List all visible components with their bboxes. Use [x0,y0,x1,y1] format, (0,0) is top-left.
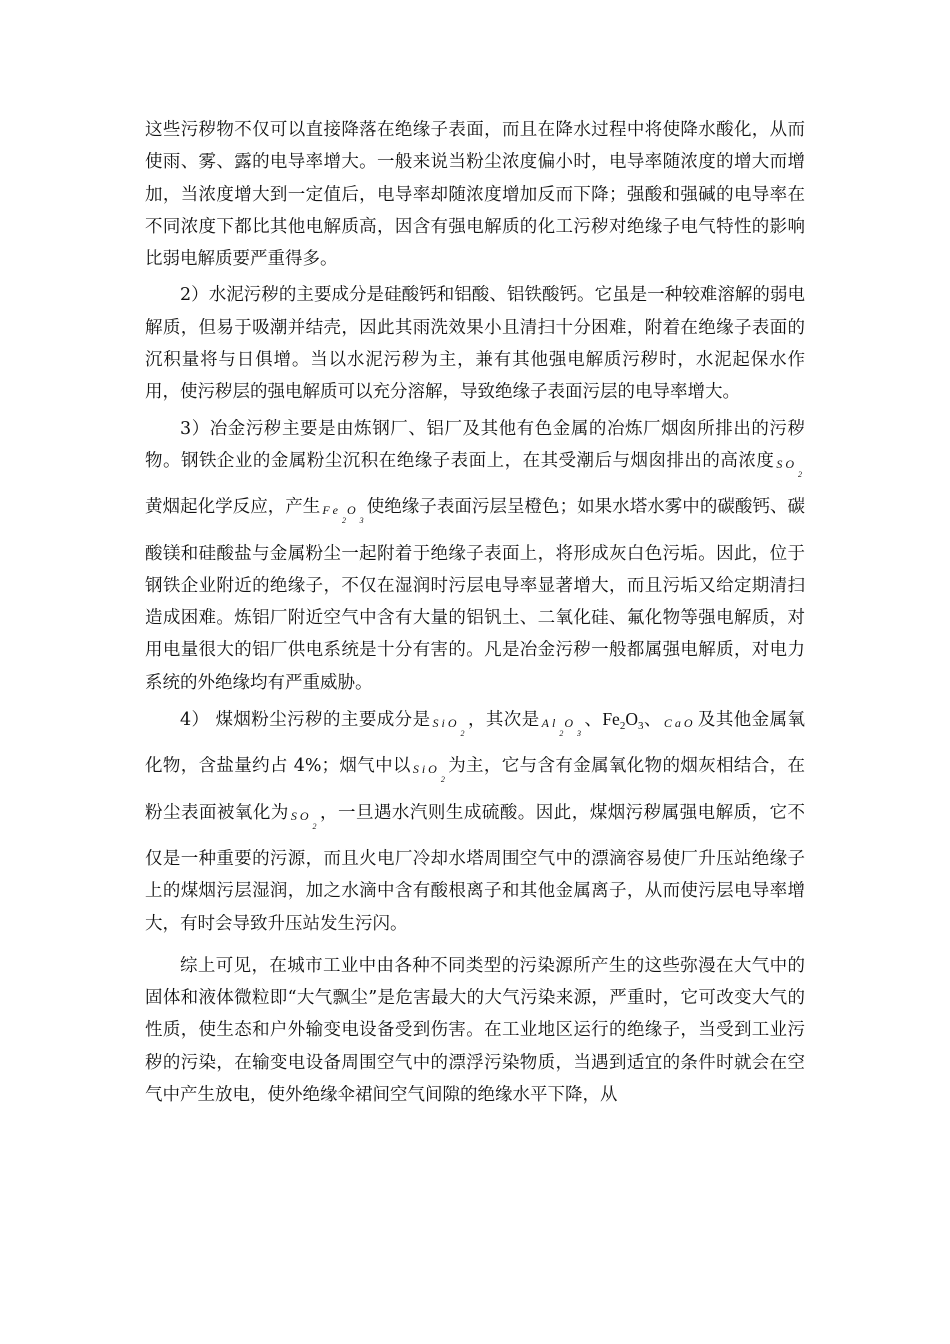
paragraph-4-text-g: ，一旦遇水汽则生成硫酸。因此，煤烟污秽属强电解质，它不仅是一种重要的污源，而且火电厂冷却水塔周围空气中的漂滴容易使厂升压站绝缘子上的煤烟污层湿润，加之水滴中含有酸根离子和其他金属离子，从而使污层电导率增大，有时会导致升压站发生污闪。 [145,802,806,934]
formula-al2o3: $Al_2O_3$ [541,716,581,739]
paragraph-4-text-e: 及其他金属氧化物，含盐量约占 4%；烟气中以 [145,710,806,777]
formula-fe2o3: $Fe_2O_3$ [322,503,364,526]
document-page [145,114,805,1111]
paragraph-4-coal-smoke-pollution [145,703,805,940]
formula-so2-oxidized: $SO_2$ [290,808,317,831]
formula-sio2-flue: SiO$_2$ [412,762,445,785]
paragraph-4-text-b: ，其次是 [467,710,540,731]
paragraph-3-text-c: 使绝缘子表面污层呈橙色；如果水塔水雾中的碳酸钙、碳酸镁和硅酸盐与金属粉尘一起附着于绝缘子表面上，将形成灰白色污垢。因此，位于钢铁企业附近的绝缘子，不仅在湿润时污层电导率显著增大，而且污垢又给定期清扫造成困难。炼铝厂附近空气中含有大量的铝钒土、二氧化硅、氟化物等强电解质，对用电量很大的铝厂供电系统是十分有害的。凡是冶金污秽一般都属强电解质，对电力系统的外绝缘均有严重威胁。 [145,497,806,693]
formula-fe2o3-upright: $Fe_2O_3$ [602,709,644,733]
paragraph-4-text-c: 、 [583,710,603,731]
paragraph-5-summary: 综上可见，在城市工业中由各种不同类型的污染源所产生的这些弥漫在大气中的固体和液体微粒即“大气飘尘”是危害最大的大气污染来源，严重时，它可改变大气的性质，使生态和户外输变电设备受到伤害。在工业地区运行的绝缘子，当受到工业污秽的污染，在输变电设备周围空气中的漂浮污染物质，当遇到适宜的条件时就会在空气中产生放电，使外绝缘伞裙间空气间隙的绝缘水平下降，从 [145,955,805,1106]
paragraph-4-text-a: 4） 煤烟粉尘污秽的主要成分是 [180,710,431,731]
paragraph-4-text-d: 、 [643,710,662,731]
paragraph-4-text-f: 为主，它与含有金属氧化物的烟灰相结合，在粉尘表面被氧化为 [145,756,806,823]
paragraph-2-cement-pollution: 2）水泥污秽的主要成分是硅酸钙和铝酸、铝铁酸钙。它虽是一种较难溶解的弱电解质，但易于吸潮并结壳，因此其雨洗效果小且清扫十分困难，附着在绝缘子表面的沉积量将与日俱增。当以水泥污秽为主，兼有其他强电解质污秽时，水泥起保水作用，使污秽层的强电解质可以充分溶解，导致绝缘子表面污层的电导率增大。 [145,285,805,403]
formula-sio2: SiO$_2$ [432,716,465,739]
paragraph-1: 这些污秽物不仅可以直接降落在绝缘子表面，而且在降水过程中将使降水酸化，从而使雨、雾、露的电导率增大。一般来说当粉尘浓度偏小时，电导率随浓度的增大而增加，当浓度增大到一定值后，电导率却随浓度增加反而下降；强酸和强碱的电导率在不同浓度下都比其他电解质高，因含有强电解质的化工污秽对绝缘子电气特性的影响比弱电解质要严重得多。 [145,120,805,270]
paragraph-3-metallurgy-pollution [145,413,805,699]
paragraph-3-text-a: 3）冶金污秽主要是由炼钢厂、铝厂及其他有色金属的冶炼厂烟囱所排出的污秽物。钢铁企业的金属粉尘沉积在绝缘子表面上，在其受潮后与烟囱排出的高浓度 [145,418,805,471]
paragraph-3-text-b: 黄烟起化学反应，产生 [145,497,321,518]
formula-so2: $SO_2$ [776,456,802,479]
formula-cao: CaO [663,716,696,731]
